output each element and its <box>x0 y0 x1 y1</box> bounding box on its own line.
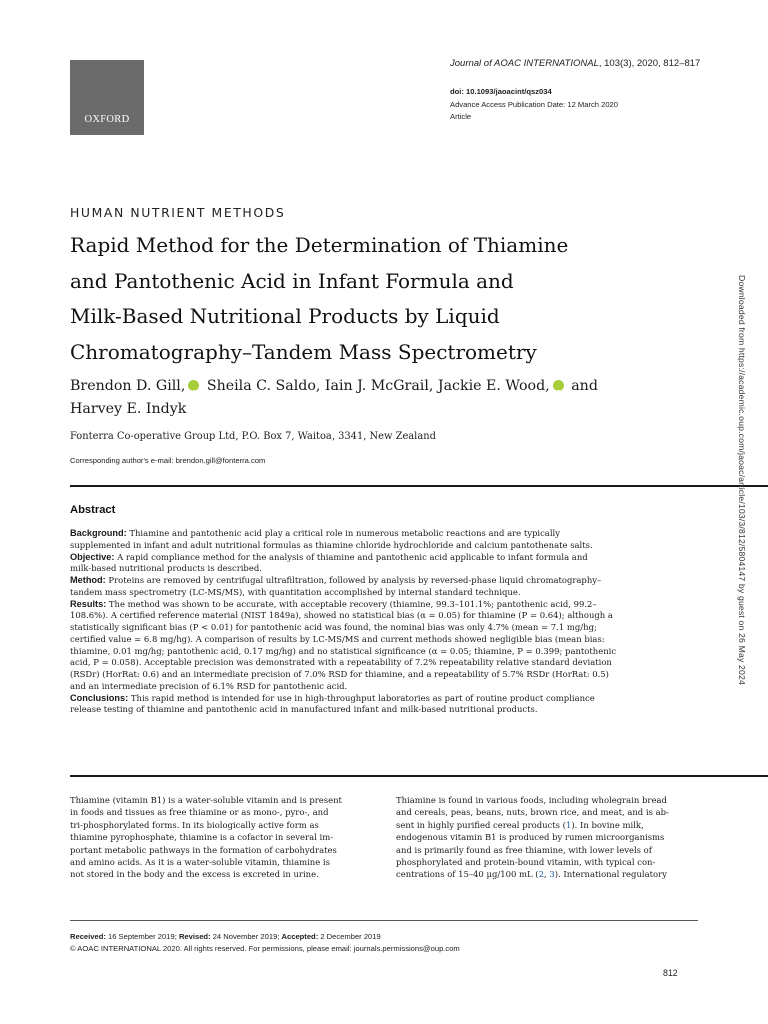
footnote-text: 16 September 2019; <box>105 932 179 941</box>
author-name[interactable]: Sheila C. Saldo, Iain J. McGrail, Jackie E. Wood, <box>206 378 550 394</box>
body-text: ). In bovine milk, <box>571 819 644 830</box>
footnote-text: 24 November 2019; <box>210 932 282 941</box>
abstract-text: thiamine, 0.01 mg/hg; pantothenic acid, 0.17 mg/hg) and no statistical significance (α = 0.05; thiamine, P = 0.399; pantothenic <box>70 645 617 656</box>
section-label: HUMAN NUTRIENT METHODS <box>70 205 286 220</box>
body-text: centrations of 15–40 μg/100 mL ( <box>396 869 539 880</box>
abstract-text: acid, P = 0.058). Acceptable precision was demonstrated with a repeatability of 7.2% repeatability relative standard deviation <box>70 657 612 668</box>
received-dates <box>70 932 381 941</box>
divider <box>70 920 698 921</box>
abstract-text: release testing of thiamine and pantothenic acid in manufactured infant and milk-based nutritional products. <box>70 704 538 715</box>
body-text: sent in highly purified cereal products ( <box>396 819 566 830</box>
abstract-text: certified value = 6.8 mg/hg). A comparison of results by LC-MS/MS and current methods showed negligible bias (mean bias: <box>70 633 605 644</box>
body-line: portant metabolic pathways in the formation of carbohydrates <box>70 844 337 855</box>
abstract-label: Conclusions: <box>70 692 129 703</box>
body-text: , <box>543 869 550 880</box>
abstract-text: The method was shown to be accurate, with acceptable recovery (thiamine, 99.3–101.1%; pantothenic acid, 99.2– <box>106 598 597 609</box>
page-number: 812 <box>663 968 678 978</box>
abstract-label: Background: <box>70 528 127 538</box>
body-line: Thiamine is found in various foods, including wholegrain bread <box>396 795 667 805</box>
body-line: and amino acids. As it is a water-soluble vitamin, thiamine is <box>70 857 330 868</box>
abstract-text: and an intermediate precision of 6.1% RSD for pantothenic acid. <box>70 680 348 691</box>
body-line: not stored in the body and the excess is excreted in urine. <box>70 869 319 880</box>
citation-link[interactable]: 1 <box>565 819 572 830</box>
abstract-text: This rapid method is intended for use in high-throughput laboratories as part of routine product compliance <box>128 692 595 703</box>
author-conjunction: and <box>571 378 598 394</box>
body-line: and is primarily found as free thiamine, with lower levels of <box>396 844 652 855</box>
body-line <box>396 819 698 831</box>
oxford-logo <box>70 60 144 135</box>
footnote-label: Received: <box>70 932 106 941</box>
article-type: Article <box>450 112 472 121</box>
divider <box>70 485 768 487</box>
body-line: Thiamine (vitamin B1) is a water-soluble vitamin and is present <box>70 795 342 805</box>
orcid-icon[interactable] <box>553 380 564 391</box>
journal-volume: , 103(3), 2020, 812–817 <box>598 58 701 69</box>
body-line: tri-phosphorylated forms. In its biologically active form as <box>70 819 319 830</box>
journal-citation <box>450 58 700 69</box>
body-column-left <box>70 794 372 881</box>
body-line: endogenous vitamin B1 is produced by rumen microorganisms <box>396 832 665 843</box>
body-line: in foods and tissues as free thiamine or as mono-, pyro-, and <box>70 807 329 818</box>
copyright: © AOAC INTERNATIONAL 2020. All rights reserved. For permissions, please email: journals.permissions@oup.com <box>70 944 460 953</box>
article-title <box>70 228 710 370</box>
logo-text: OXFORD <box>84 114 130 125</box>
abstract-text: tandem mass spectrometry (LC-MS/MS), with quantitation accomplished by internal standard technique. <box>70 586 521 597</box>
footnote-label: Revised: <box>178 932 211 941</box>
footnote-label: Accepted: <box>281 932 319 941</box>
author-list <box>70 375 710 421</box>
abstract-text: Proteins are removed by centrifugal ultrafiltration, followed by analysis by reversed-phase liquid chromatography– <box>105 575 602 585</box>
abstract-text: Thiamine and pantothenic acid play a critical role in numerous metabolic reactions and are typically <box>126 528 560 538</box>
title-line: and Pantothenic Acid in Infant Formula and <box>70 268 514 293</box>
body-line <box>396 868 698 880</box>
title-line: Milk-Based Nutritional Products by Liquid <box>70 304 500 328</box>
corresponding-author[interactable]: Corresponding author's e-mail: brendon.gill@fonterra.com <box>70 456 266 465</box>
abstract-label: Objective: <box>70 551 115 562</box>
body-line: phosphorylated and protein-bound vitamin, with typical con- <box>396 857 656 868</box>
body-line: thiamine pyrophosphate, thiamine is a cofactor in several im- <box>70 832 334 843</box>
abstract-label: Method: <box>70 575 106 585</box>
title-line: Chromatography–Tandem Mass Spectrometry <box>70 339 537 364</box>
abstract-text: 108.6%). A certified reference material (NIST 1849a), showed no statistical bias (α = 0.05) for thiamine (P = 0.64); although a <box>70 610 613 621</box>
abstract-text: supplemented in infant and adult nutritional formulas as thiamine chloride hydrochloride and calcium pantothenate salts. <box>70 539 593 550</box>
orcid-icon[interactable] <box>188 380 199 391</box>
abstract-text: A rapid compliance method for the analysis of thiamine and pantothenic acid applicable to infant formula and <box>114 551 588 562</box>
author-name[interactable]: Brendon D. Gill, <box>70 378 186 394</box>
footnote-text: 2 December 2019 <box>318 932 381 941</box>
body-line: and cereals, peas, beans, nuts, brown rice, and meat, and is ab- <box>396 807 669 818</box>
download-watermark: Downloaded from https://academic.oup.com/jaoac/article/103/3/812/5804147 by guest on 26 May 2024 <box>737 275 747 685</box>
abstract-text: milk-based nutritional products is described. <box>70 563 262 574</box>
advance-access-date: Advance Access Publication Date: 12 March 2020 <box>450 100 619 109</box>
abstract-body <box>70 528 698 716</box>
abstract-text: statistically significant bias (P < 0.01) for pantothenic acid was found, the nominal bias was only 4.7% (mean = 7.1 mg/hg; <box>70 622 597 632</box>
body-column-right <box>396 794 698 881</box>
divider <box>70 775 768 777</box>
citation-link[interactable]: 3 <box>549 869 555 880</box>
body-text: ). International regulatory <box>554 869 667 880</box>
abstract-text: (RSDr) (HorRat: 0.6) and an intermediate precision of 7.0% RSD for thiamine, and a repeatability of 5.7% RSDr (HorRat: 0.5) <box>70 669 609 679</box>
journal-name: Journal of AOAC INTERNATIONAL <box>450 58 599 69</box>
citation-link[interactable]: 2 <box>538 869 544 880</box>
abstract-label: Results: <box>70 598 107 609</box>
affiliation: Fonterra Co-operative Group Ltd, P.O. Box 7, Waitoa, 3341, New Zealand <box>70 431 436 442</box>
abstract-heading: Abstract <box>70 504 116 516</box>
doi[interactable]: doi: 10.1093/jaoacint/qsz034 <box>450 87 552 96</box>
title-line: Rapid Method for the Determination of Thiamine <box>70 233 569 257</box>
author-name[interactable]: Harvey E. Indyk <box>70 401 187 417</box>
